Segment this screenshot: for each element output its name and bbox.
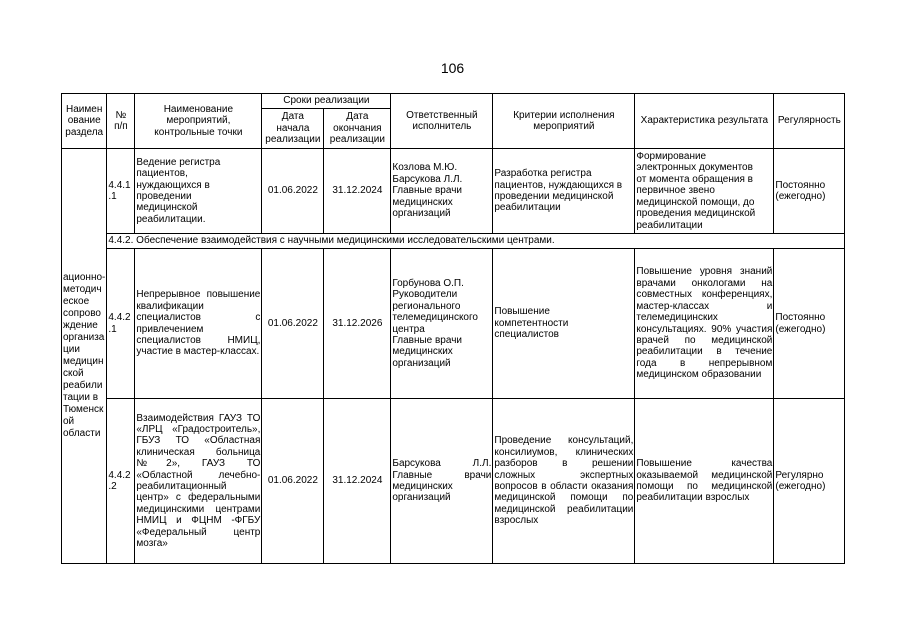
activity-name: Непрерывное повышение квалификации специалистов с привлечением специалистов НМИЦ, участие в мастер-классах.: [135, 249, 262, 399]
header-number: № п/п: [107, 94, 135, 149]
criteria: Проведение консультаций, консилиумов, клинических разборов в решении сложных экспертных вопросов в области оказания медицинской помощи по медицинской реабилитации взрослых: [493, 399, 635, 564]
end-date: 31.12.2024: [324, 399, 391, 564]
header-activity-name: Наименование мероприятий, контрольные точки: [135, 94, 262, 149]
result: Формирование электронных документов от момента обращения в первичное звено медицинской помощи, до проведения медицинской реабилитации: [635, 149, 774, 234]
table-row: [62, 399, 845, 564]
header-start-date: Дата начала реализации: [262, 109, 324, 149]
result: Повышение качества оказываемой медицинской помощи по медицинской реабилитации взрослых: [635, 399, 774, 564]
criteria: Разработка регистра пациентов, нуждающихся в проведении медицинской реабилитации: [493, 149, 635, 234]
row-number: 4.4.2 .1: [107, 249, 135, 399]
row-number: 4.4.1 .1: [107, 149, 135, 234]
section-name: ационно- методич еское сопрово ждение организа ции медицин ской реабили тации в Тюменск ой области: [62, 149, 107, 564]
activity-name: Ведение регистра пациентов, нуждающихся в проведении медицинской реабилитации.: [135, 149, 262, 234]
header-regularity: Регулярность: [774, 94, 845, 149]
header-end-date: Дата окончания реализации: [324, 109, 391, 149]
responsible: Козлова М.Ю. Барсукова Л.Л. Главные врачи медицинских организаций: [391, 149, 493, 234]
activity-name: Взаимодействия ГАУЗ ТО «ЛРЦ «Градостроитель», ГБУЗ ТО «Областная клиническая больница №2», ГАУЗ ТО «Областной лечебно-реабилитационный центр» с федеральными медицинскими центрами НМИЦ и ФЦНМ -ФГБУ «Федеральный центр мозга»: [135, 399, 262, 564]
start-date: 01.06.2022: [262, 249, 324, 399]
row-number: 4.4.2 .2: [107, 399, 135, 564]
header-result: Характеристика результата: [635, 94, 774, 149]
result: Повышение уровня знаний врачами онкологами на совместных конференциях, мастер-классах и телемедицинских консультациях. 90% участия врачей по медицинской реабилитации в течение года в непрерывном медицинском образовании: [635, 249, 774, 399]
regularity: Постоянно (ежегодно): [774, 249, 845, 399]
criteria: Повышение компетентности специалистов: [493, 249, 635, 399]
start-date: 01.06.2022: [262, 399, 324, 564]
regularity: Регулярно (ежегодно): [774, 399, 845, 564]
responsible: Горбунова О.П. Руководители регионального телемедицинского центра Главные врачи медицинских организаций: [391, 249, 493, 399]
end-date: 31.12.2024: [324, 149, 391, 234]
header-terms: Сроки реализации: [262, 94, 391, 109]
table-row: [62, 149, 845, 234]
end-date: 31.12.2026: [324, 249, 391, 399]
header-responsible: Ответственный исполнитель: [391, 94, 493, 149]
activity-plan-table: [61, 93, 845, 564]
header-section: Наимен ование раздела: [62, 94, 107, 149]
page-number: 106: [440, 60, 465, 76]
table-row: [62, 249, 845, 399]
header-criteria: Критерии исполнения мероприятий: [493, 94, 635, 149]
regularity: Постоянно (ежегодно): [774, 149, 845, 234]
subsection-heading: 4.4.2. Обеспечение взаимодействия с научными медицинскими исследовательскими центрами.: [107, 234, 845, 249]
start-date: 01.06.2022: [262, 149, 324, 234]
responsible: Барсукова Л.Л. Главные врачи медицинских организаций: [391, 399, 493, 564]
